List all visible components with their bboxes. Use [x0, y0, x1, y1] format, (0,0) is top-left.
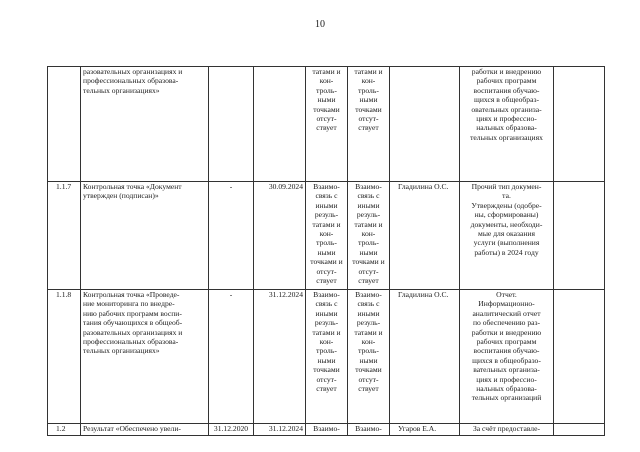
- cell-name: [81, 67, 209, 182]
- cell-text-line: точками: [313, 365, 340, 375]
- cell-text-line: ными: [359, 95, 378, 105]
- cell-text-line: по обеспечению раз-: [472, 318, 541, 328]
- cell-text-line: кон-: [319, 337, 334, 347]
- cell-text-line: ными: [317, 95, 336, 105]
- cell-text-line: татами и: [312, 67, 341, 76]
- cell-text-line: троль-: [358, 238, 379, 248]
- cell-text-line: татами и: [312, 219, 341, 229]
- cell-relation-1: [306, 182, 348, 290]
- cell-text-line: Утверждены (одобре-: [471, 200, 542, 210]
- cell-text-line: разовательных организациях и: [83, 67, 183, 76]
- cell-text-line: отсут-: [358, 114, 379, 124]
- cell-text-line: Прочий тип докумен-: [471, 182, 542, 191]
- cell-text-line: Контрольная точка «Проведе-: [83, 290, 180, 299]
- cell-text-line: ными: [359, 247, 378, 257]
- cell-text-line: Результат «Обеспечено увели-: [83, 424, 181, 433]
- cell-text-line: связь с: [357, 299, 380, 309]
- cell-text-line: кон-: [361, 229, 376, 239]
- cell-text-line: воспитания обучаю-: [473, 346, 540, 356]
- cell-text-line: связь с: [315, 191, 338, 201]
- cell-text-line: резуль-: [356, 210, 381, 220]
- cell-extra: [554, 424, 605, 436]
- cell-text-line: ны, сформированы): [474, 210, 539, 220]
- plan-table: [47, 66, 605, 436]
- cell-extra: [554, 182, 605, 290]
- cell-text-line: татами и: [354, 67, 383, 76]
- cell-text-line: овательных организа-: [471, 104, 542, 114]
- cell-text-line: троль-: [316, 346, 337, 356]
- cell-text-line: ными: [359, 355, 378, 365]
- cell-text-line: мые для оказания: [478, 229, 535, 239]
- cell-text-line: ствует: [358, 123, 379, 133]
- cell-text-line: ными: [317, 247, 336, 257]
- cell-start-date: -: [209, 290, 254, 424]
- cell-text-line: троль-: [316, 238, 337, 248]
- cell-responsible: [390, 67, 460, 182]
- cell-result: [460, 67, 554, 182]
- cell-result: [460, 424, 554, 436]
- cell-text-line: кон-: [319, 229, 334, 239]
- cell-text-line: ствует: [316, 384, 337, 394]
- cell-number: 1.1.7: [48, 182, 81, 290]
- cell-end-date: 31.12.2024: [254, 290, 306, 424]
- cell-text-line: татами и: [354, 219, 383, 229]
- cell-text-line: аналитический отчет: [472, 308, 541, 318]
- cell-text-line: щихся в общеобраз-: [474, 95, 539, 105]
- cell-text-line: точками: [313, 104, 340, 114]
- cell-text-line: иными: [315, 200, 338, 210]
- cell-text-line: вательных организа-: [473, 365, 540, 375]
- table-row: [48, 67, 605, 182]
- table-row: [48, 290, 605, 424]
- cell-text-line: тания обучающихся в общеоб-: [83, 318, 183, 328]
- cell-name: [81, 182, 209, 290]
- cell-text-line: татами и: [354, 327, 383, 337]
- cell-text-line: точками и: [310, 257, 343, 267]
- cell-text-line: работки и внедрению: [471, 327, 542, 337]
- cell-number: 1.1.8: [48, 290, 81, 424]
- cell-text-line: точками и: [352, 257, 385, 267]
- cell-text-line: отсут-: [316, 114, 337, 124]
- cell-extra: [554, 290, 605, 424]
- cell-text-line: Отчет.: [496, 290, 517, 299]
- cell-text-line: иными: [357, 200, 380, 210]
- cell-text-line: профессиональных образова-: [83, 337, 179, 347]
- cell-text-line: связь с: [357, 191, 380, 201]
- cell-text-line: ствует: [316, 276, 337, 286]
- cell-text-line: троль-: [358, 346, 379, 356]
- cell-text-line: Контрольная точка «Документ: [83, 182, 182, 191]
- cell-text-line: отсут-: [316, 266, 337, 276]
- cell-start-date: -: [209, 182, 254, 290]
- cell-text-line: ние мониторинга по внедре-: [83, 299, 175, 309]
- cell-start-date: [209, 67, 254, 182]
- cell-text-line: профессиональных образова-: [83, 76, 179, 86]
- cell-text-line: рабочих программ: [476, 337, 537, 347]
- cell-end-date: [254, 67, 306, 182]
- cell-text-line: кон-: [361, 76, 376, 86]
- cell-text-line: работы) в 2024 году: [474, 247, 539, 257]
- cell-responsible: Угаров Е.А.: [390, 424, 460, 436]
- cell-relation-1: [306, 67, 348, 182]
- cell-text-line: услуги (выполнения: [473, 238, 540, 248]
- cell-text-line: троль-: [358, 85, 379, 95]
- cell-text-line: иными: [315, 308, 338, 318]
- cell-name: [81, 290, 209, 424]
- table-row: [48, 182, 605, 290]
- cell-text-line: щихся в общеобразо-: [472, 355, 541, 365]
- cell-text-line: циях и профессио-: [476, 114, 537, 124]
- cell-extra: [554, 67, 605, 182]
- cell-relation-2: [348, 67, 390, 182]
- cell-name: [81, 424, 209, 436]
- cell-text-line: троль-: [316, 85, 337, 95]
- cell-result: [460, 290, 554, 424]
- cell-text-line: нальных образова-: [476, 123, 537, 133]
- cell-text-line: резуль-: [314, 318, 339, 328]
- cell-text-line: та.: [502, 191, 511, 201]
- cell-text-line: рабочих программ: [476, 76, 537, 86]
- cell-text-line: воспитания обучаю-: [473, 85, 540, 95]
- cell-text-line: резуль-: [314, 210, 339, 220]
- cell-text-line: работки и внедрению: [471, 67, 542, 76]
- cell-responsible: Гладилина О.С.: [390, 182, 460, 290]
- cell-text-line: Информационно-: [478, 299, 535, 309]
- cell-text-line: Взаимо-: [355, 424, 382, 433]
- cell-text-line: тельных организациях: [470, 132, 543, 142]
- cell-start-date: 31.12.2020: [209, 424, 254, 436]
- cell-text-line: Взаимо-: [313, 424, 340, 433]
- cell-text-line: Взаимо-: [355, 182, 382, 191]
- cell-responsible: Гладилина О.С.: [390, 290, 460, 424]
- cell-text-line: Взаимо-: [355, 290, 382, 299]
- table-row: [48, 424, 605, 436]
- cell-text-line: циях и профессио-: [476, 374, 537, 384]
- cell-text-line: ными: [317, 355, 336, 365]
- cell-relation-1: [306, 290, 348, 424]
- cell-text-line: точками: [355, 365, 382, 375]
- cell-text-line: отсут-: [316, 374, 337, 384]
- cell-text-line: Взаимо-: [313, 290, 340, 299]
- cell-text-line: кон-: [319, 76, 334, 86]
- cell-text-line: тельных организаций: [471, 393, 542, 403]
- cell-text-line: За счёт предоставле-: [472, 424, 540, 433]
- cell-text-line: татами и: [312, 327, 341, 337]
- page-number: 10: [315, 19, 325, 30]
- cell-text-line: документы, необходи-: [470, 219, 543, 229]
- cell-text-line: нию рабочих программ воспи-: [83, 308, 182, 318]
- cell-text-line: резуль-: [356, 318, 381, 328]
- cell-end-date: 31.12.2024: [254, 424, 306, 436]
- cell-number: [48, 67, 81, 182]
- cell-text-line: ствует: [358, 276, 379, 286]
- cell-text-line: Взаимо-: [313, 182, 340, 191]
- cell-text-line: тельных организациях»: [83, 346, 160, 356]
- cell-relation-1: [306, 424, 348, 436]
- cell-text-line: отсут-: [358, 266, 379, 276]
- cell-end-date: 30.09.2024: [254, 182, 306, 290]
- cell-number: 1.2: [48, 424, 81, 436]
- cell-relation-2: [348, 290, 390, 424]
- cell-text-line: ствует: [358, 384, 379, 394]
- cell-text-line: точками: [355, 104, 382, 114]
- cell-text-line: разовательных организациях и: [83, 327, 183, 337]
- cell-result: [460, 182, 554, 290]
- cell-relation-2: [348, 424, 390, 436]
- cell-relation-2: [348, 182, 390, 290]
- cell-text-line: иными: [357, 308, 380, 318]
- cell-text-line: отсут-: [358, 374, 379, 384]
- cell-text-line: связь с: [315, 299, 338, 309]
- cell-text-line: нальных образова-: [476, 384, 537, 394]
- cell-text-line: утвержден (подписан)»: [83, 191, 159, 201]
- cell-text-line: ствует: [316, 123, 337, 133]
- cell-text-line: тельных организациях»: [83, 85, 160, 95]
- cell-text-line: кон-: [361, 337, 376, 347]
